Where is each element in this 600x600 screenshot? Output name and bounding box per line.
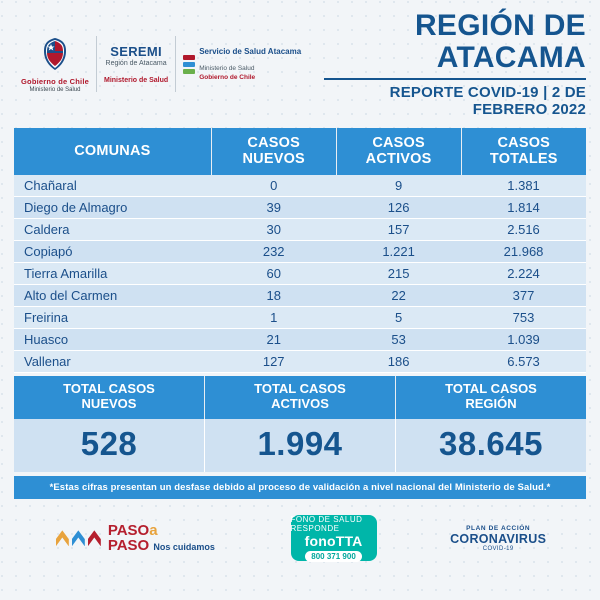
- column-header-totales-l2: TOTALES: [489, 151, 558, 168]
- cell-totales: 1.039: [461, 329, 586, 351]
- title-divider: [324, 78, 586, 80]
- column-header-nuevos-l1: CASOS: [247, 135, 300, 151]
- totals-header-nuevos-l1: TOTAL CASOS: [63, 381, 155, 397]
- total-activos-value: 1.994: [205, 419, 396, 472]
- cell-totales: 377: [461, 285, 586, 307]
- cell-nuevos: 60: [211, 263, 336, 285]
- totals-header-row: [14, 376, 586, 419]
- cell-activos: 5: [336, 307, 461, 329]
- cell-totales: 21.968: [461, 241, 586, 263]
- totals-header-region: [396, 376, 586, 419]
- cell-comuna: Freirina: [14, 307, 211, 329]
- logo-group: [14, 33, 308, 95]
- cell-totales: 2.224: [461, 263, 586, 285]
- servicio-salud-gov: Gobierno de Chile: [199, 73, 256, 81]
- cell-activos: 215: [336, 263, 461, 285]
- cell-activos: 9: [336, 175, 461, 197]
- cell-activos: 1.221: [336, 241, 461, 263]
- cell-activos: 22: [336, 285, 461, 307]
- plan-accion-bottom: COVID-19: [482, 545, 514, 552]
- seremi-name: SEREMI: [110, 44, 162, 59]
- cell-nuevos: 21: [211, 329, 336, 351]
- seremi-ministry: Ministerio de Salud: [104, 77, 169, 84]
- servicio-salud-logo: [176, 33, 308, 95]
- chevrons-icon: [56, 530, 101, 546]
- seremi-logo: [97, 33, 175, 95]
- table-row: [14, 351, 586, 373]
- cell-totales: 6.573: [461, 351, 586, 373]
- cell-nuevos: 39: [211, 197, 336, 219]
- totals-values-row: [14, 419, 586, 472]
- cell-comuna: Vallenar: [14, 351, 211, 373]
- cell-activos: 126: [336, 197, 461, 219]
- fono-top-label: FONO DE SALUD RESPONDE: [290, 514, 363, 533]
- totals-header-activos-l2: ACTIVOS: [271, 396, 329, 412]
- totals-header-region-l1: TOTAL CASOS: [445, 381, 537, 397]
- paso-a-paso-tagline: Nos cuidamos: [153, 541, 215, 552]
- fono-name: fonoTTA: [304, 532, 363, 549]
- table-row: [14, 329, 586, 351]
- gov-chile-logo: [14, 33, 96, 95]
- cell-nuevos: 127: [211, 351, 336, 373]
- table-row: [14, 307, 586, 329]
- cases-table: [14, 128, 586, 373]
- table-header: [14, 128, 586, 175]
- total-region-value: 38.645: [396, 419, 586, 472]
- column-header-nuevos: [211, 128, 336, 175]
- gov-chile-line2: Ministerio de Salud: [29, 87, 81, 93]
- title-group: [318, 10, 586, 118]
- total-nuevos-value: 528: [14, 419, 205, 472]
- page-title: REGIÓN DE ATACAMA: [414, 9, 586, 74]
- cell-comuna: Tierra Amarilla: [14, 263, 211, 285]
- servicio-salud-name: Servicio de Salud Atacama: [199, 47, 302, 57]
- cell-totales: 2.516: [461, 219, 586, 241]
- bars-icon: [183, 55, 195, 74]
- table-row: [14, 175, 586, 197]
- table-row: [14, 197, 586, 219]
- cell-comuna: Copiapó: [14, 241, 211, 263]
- fono-number: 800 371 900: [305, 551, 362, 562]
- totals-header-region-l2: REGIÓN: [465, 396, 517, 412]
- cell-comuna: Huasco: [14, 329, 211, 351]
- cell-totales: 1.814: [461, 197, 586, 219]
- totals-header-nuevos-l2: NUEVOS: [81, 396, 137, 412]
- footer: [0, 513, 600, 563]
- paso-a-paso-line2: [108, 538, 215, 554]
- paso-a-paso-word2: PASO: [107, 536, 150, 554]
- table-row: [14, 241, 586, 263]
- cell-totales: 753: [461, 307, 586, 329]
- cell-activos: 157: [336, 219, 461, 241]
- header: [0, 0, 600, 124]
- plan-accion-title: CORONAVIRUS: [450, 531, 547, 546]
- totals-header-activos: [205, 376, 396, 419]
- plan-accion-top: PLAN DE ACCIÓN: [466, 524, 531, 532]
- column-header-activos-l2: ACTIVOS: [365, 151, 432, 168]
- table-body: [14, 175, 586, 373]
- cell-activos: 53: [336, 329, 461, 351]
- paso-a-paso-word1: PASO: [107, 521, 150, 539]
- servicio-salud-ministry: Ministerio de Salud: [199, 64, 255, 72]
- cell-nuevos: 18: [211, 285, 336, 307]
- table-row: [14, 219, 586, 241]
- page-subtitle: REPORTE COVID-19 | 2 DE FEBRERO 2022: [389, 84, 586, 118]
- cell-comuna: Chañaral: [14, 175, 211, 197]
- paso-a-paso-logo: [56, 523, 215, 554]
- column-header-activos-l1: CASOS: [372, 135, 425, 151]
- cell-activos: 186: [336, 351, 461, 373]
- servicio-salud-mark: [183, 47, 301, 80]
- seremi-region: Región de Atacama: [105, 60, 167, 67]
- cell-nuevos: 30: [211, 219, 336, 241]
- cell-comuna: Diego de Almagro: [14, 197, 211, 219]
- column-header-nuevos-l2: NUEVOS: [242, 151, 305, 168]
- table-row: [14, 285, 586, 307]
- cell-comuna: Alto del Carmen: [14, 285, 211, 307]
- paso-a-paso-line1: [108, 523, 215, 538]
- cell-nuevos: 1: [211, 307, 336, 329]
- column-header-totales-l1: CASOS: [497, 135, 551, 151]
- table-row: [14, 263, 586, 285]
- cell-totales: 1.381: [461, 175, 586, 197]
- column-header-totales: [461, 128, 586, 175]
- coat-of-arms-icon: [38, 35, 72, 75]
- cell-comuna: Caldera: [14, 219, 211, 241]
- plan-accion-logo: [450, 513, 547, 563]
- totals-header-nuevos: [14, 376, 205, 419]
- column-header-activos: [336, 128, 461, 175]
- column-header-comunas: COMUNAS: [14, 128, 211, 175]
- footnote: *Estas cifras presentan un desfase debido al proceso de validación a nivel nacional del Ministerio de Salud.*: [14, 476, 586, 499]
- cell-nuevos: 232: [211, 241, 336, 263]
- fono-tta-logo: [291, 515, 377, 561]
- cell-nuevos: 0: [211, 175, 336, 197]
- totals-header-activos-l1: TOTAL CASOS: [254, 381, 346, 397]
- gov-chile-line1: Gobierno de Chile: [21, 77, 89, 86]
- paso-a-paso-a: a: [149, 521, 158, 539]
